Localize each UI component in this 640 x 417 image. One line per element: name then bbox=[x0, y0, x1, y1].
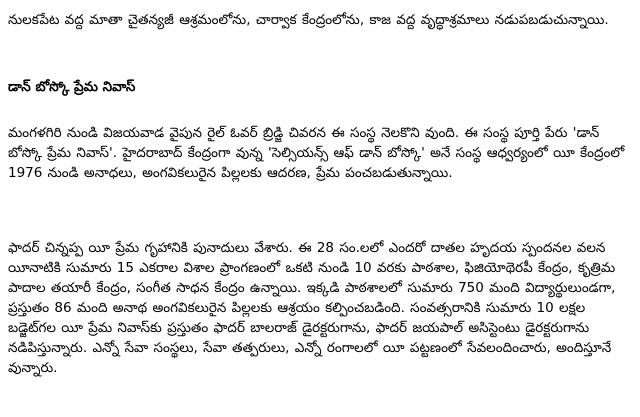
paragraph-about-institution: మంగళగిరి నుండి విజయవాడ వైపున రైల్ ఓవర్ బ్రిడ్జి చివరన ఈ సంస్థ నెలకొని వుంది. ఈ సంస్థ పూర్తి పేరు 'డాన్ బోస్కో ప్రేమ నివాస్'. హైదరాబాద్ కేంద్రంగా వున్న 'సెల్సియన్స్ ఆఫ్ డాన్ బోస్కో' అనే సంస్థ ఆధ్వర్యంలో యీ కేంద్రంలో 1976 నుండి అనాధలు, అంగవికలురైన పిల్లలకు ఆదరణ, ప్రేమ పంచబడుతున్నాయి. bbox=[8, 125, 625, 181]
intro-paragraph: నులకపేట వద్ద మాతా చైతన్యజీ ఆశ్రమంలోను, చార్వాక కేంద్రంలోను, కాజ వద్ద వృద్ధాశ్రమాలు నడుపబడుచున్నాయి. bbox=[8, 12, 609, 28]
paragraph-history: ఫాదర్ చిన్నప్ప యీ ప్రేమ గృహానికి పునాదులు వేశారు. ఈ 28 సం.లలో ఎందరో దాతల హృదయ స్పందనల వలన యీనాటికి సుమారు 15 ఎకరాల విశాల ప్రాంగణంలో ఒకటి నుండి 10 వరకు పాఠశాల, ఫిజియోథెరపీ కేంద్రం, కృత్రిమ పాదాల తయారీ కేంద్రం, సంగీత సాధన కేంద్రం ఉన్నాయి. ఇక్కడి పాఠశాలలో సుమారు 750 మంది విద్యార్థులుండగా, ప్రస్తుతం 86 మంది అనాథ అంగవికలురైన పిల్లలకు ఆశ్రయం కల్పించబడింది. సంవత్సరానికి సుమారు 10 లక్షల బడ్జెట్‌గల యీ ప్రేమ నివాస్‌కు ప్రస్తుతం ఫాదర్ బాలరాజ్ డైరక్టరుగాను, ఫాదర్ జయపాల్ అసిస్టెంటు డైరక్టరుగాను నడిపిస్తున్నారు. ఎన్నో సేవా సంస్థలు, సేవా తత్పరులు, ఎన్నో రంగాలలో యీ పట్టణంలో సేవలందించారు, అందిస్తూనే వున్నారు. bbox=[8, 240, 616, 376]
section-heading: డాన్ బోస్కో ప్రేమ నివాస్ bbox=[8, 79, 136, 95]
